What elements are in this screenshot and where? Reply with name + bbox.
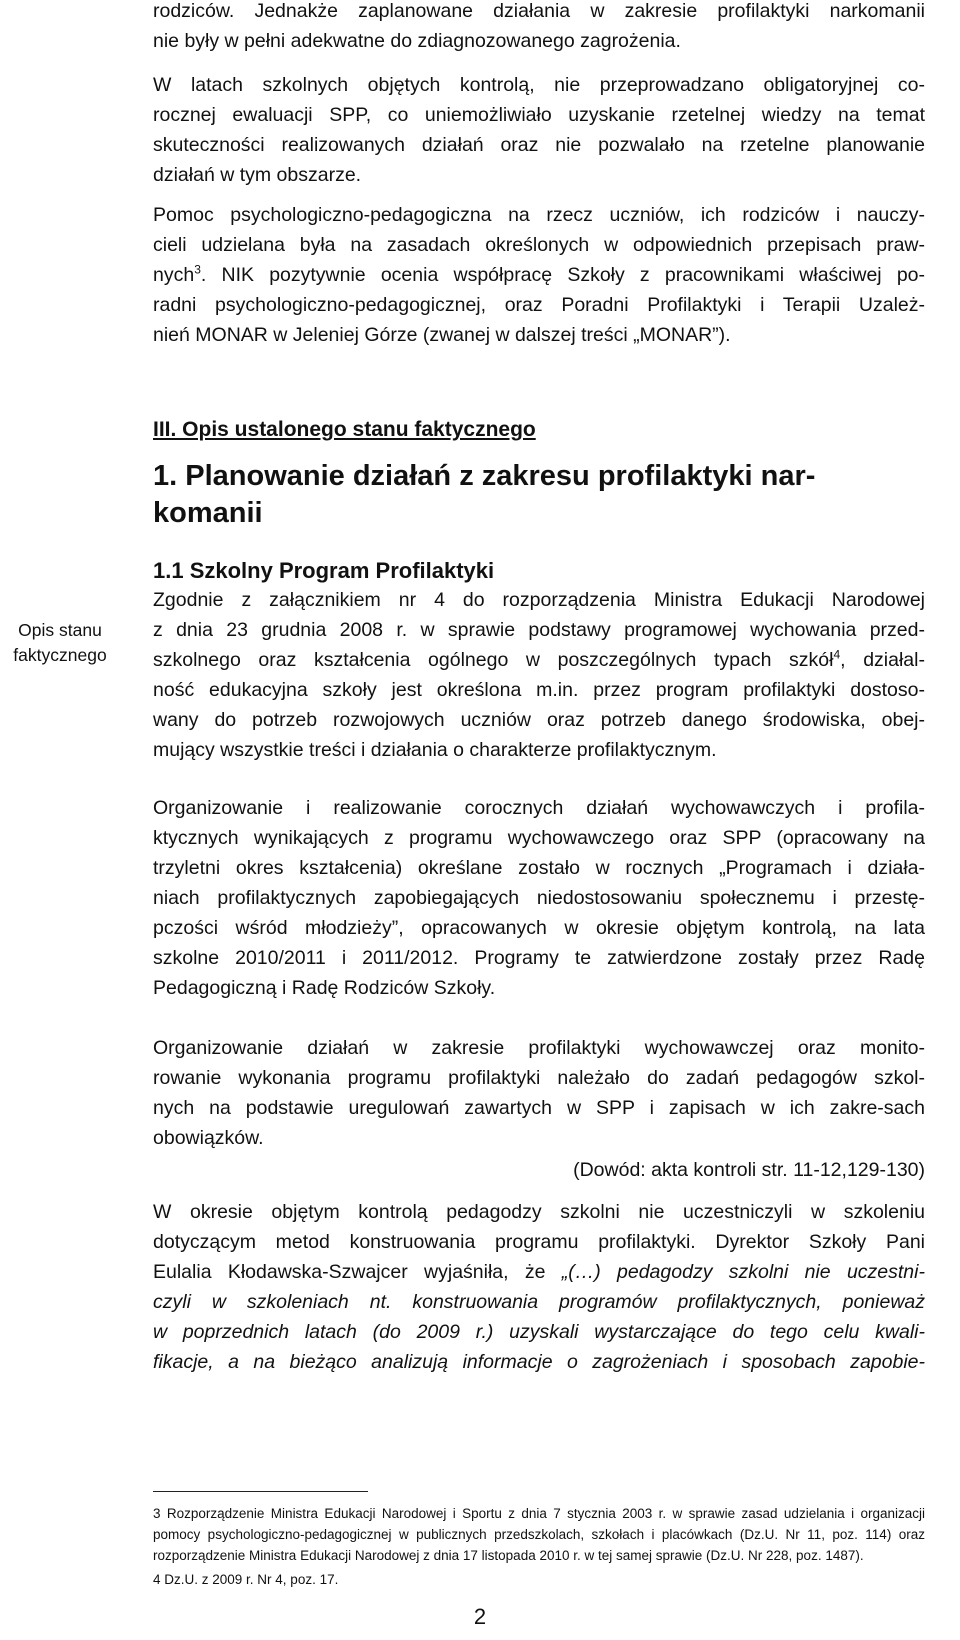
text-line: rodziców. Jednakże zaplanowane działania w zakresie profilaktyki narkomanii — [153, 0, 925, 22]
heading-line: 1. Planowanie działań z zakresu profilaktyki nar- — [153, 460, 816, 492]
text-line: obowiązków. — [153, 1127, 264, 1149]
chapter-heading — [153, 458, 933, 532]
text-line: mujący wszystkie treści i działania o charakterze profilaktycznym. — [153, 739, 717, 761]
text-line: ktycznych wynikających z programu wychowawczego oraz SPP (opracowany na — [153, 827, 925, 849]
margin-note-line: faktycznego — [13, 645, 107, 665]
quote-line: fikacje, a na bieżąco analizują informacje o zagrożeniach i sposobach zapobie- — [153, 1351, 925, 1373]
subsection-heading: 1.1 Szkolny Program Profilaktyki — [153, 558, 495, 583]
text-line: ność edukacyjna szkoły jest określona m.in. przez program profilaktyki dostoso- — [153, 679, 925, 701]
text-line: pczości wśród młodzieży”, opracowanych w okresie objętym kontrolą, na lata — [153, 917, 925, 939]
text-line: nych na podstawie uregulowań zawartych w SPP i zapisach w ich zakre-sach — [153, 1097, 925, 1119]
footnote-separator — [153, 1491, 368, 1492]
margin-note — [10, 618, 110, 668]
text-line — [153, 1257, 925, 1287]
text-line — [153, 260, 925, 290]
text-line: szkolne 2010/2011 i 2011/2012. Programy te zatwierdzone zostały przez Radę — [153, 947, 925, 969]
text-line: Organizowanie działań w zakresie profilaktyki wychowawczej oraz monito- — [153, 1037, 925, 1059]
paragraph-monitoring — [153, 1033, 925, 1185]
footnote-line — [153, 1503, 925, 1524]
text-line: Pomoc psychologiczno-pedagogiczna na rzecz uczniów, ich rodziców i nauczy- — [153, 204, 925, 226]
text-line: W okresie objętym kontrolą pedagodzy szkolni nie uczestniczyli w szkoleniu — [153, 1201, 925, 1223]
paragraph-regulation — [153, 585, 925, 765]
paragraph-training — [153, 1197, 925, 1377]
paragraph-evaluation — [153, 70, 925, 190]
text-line: rowanie wykonania programu profilaktyki należało do zadań pedagogów szkol- — [153, 1067, 925, 1089]
text-fragment: Eulalia Kłodawska-Szwajcer wyjaśniła, że — [153, 1261, 562, 1283]
text-line: Organizowanie i realizowanie corocznych działań wychowawczych i profila- — [153, 797, 925, 819]
text-line: z dnia 23 grudnia 2008 r. w sprawie podstawy programowej wychowania przed- — [153, 619, 925, 641]
text-fragment: szkolnego oraz kształcenia ogólnego w poszczególnych typach szkół — [153, 649, 834, 671]
footnote-ref-4[interactable]: 4 — [833, 647, 841, 662]
text-fragment: Rozporządzenie Ministra Edukacji Narodowej i Sportu z dnia 7 stycznia 2003 r. w sprawie zasad udzielania i organizacji — [160, 1506, 925, 1521]
footnote-3 — [153, 1503, 925, 1566]
paragraph-continuation — [153, 0, 925, 56]
footnote-line: pomocy psychologiczno-pedagogicznej w publicznych przedszkolach, szkołach i placówkach (Dz.U. Nr 11, poz. 114) oraz — [153, 1527, 925, 1542]
text-line: niach profilaktycznych zapobiegających niedostosowaniu społecznemu i przestę- — [153, 887, 925, 909]
text-fragment: . NIK pozytywnie ocenia współpracę Szkoły z pracownikami właściwej po- — [200, 264, 925, 286]
text-line: nień MONAR w Jeleniej Górze (zwanej w dalszej treści „MONAR”). — [153, 324, 731, 346]
text-line: cieli udzielana była na zasadach określonych w odpowiednich przepisach praw- — [153, 234, 925, 256]
footnote-number: 3 — [153, 1506, 161, 1521]
footnote-number: 4 — [153, 1572, 161, 1587]
footnote-line — [153, 1569, 925, 1590]
text-line — [153, 645, 925, 675]
heading-line: komanii — [153, 497, 263, 529]
text-line: dotyczącym metod konstruowania programu profilaktyki. Dyrektor Szkoły Pani — [153, 1231, 925, 1253]
text-line: działań w tym obszarze. — [153, 164, 362, 186]
text-line: nie były w pełni adekwatne do zdiagnozowanego zagrożenia. — [153, 30, 681, 52]
quote-line: czyli w szkoleniach nt. konstruowania programów profilaktycznych, ponieważ — [153, 1291, 925, 1313]
text-line: wany do potrzeb rozwojowych uczniów oraz potrzeb danego środowiska, obej- — [153, 709, 925, 731]
footnote-line: rozporządzenie Ministra Edukacji Narodowej z dnia 17 listopada 2010 r. w tej samej sprawie (Dz.U. Nr 228, poz. 1487). — [153, 1548, 864, 1563]
margin-note-line: Opis stanu — [18, 620, 102, 640]
text-fragment: nych — [153, 264, 195, 286]
quote-fragment: „(…) pedagodzy szkolni nie uczestni- — [561, 1261, 925, 1283]
footnote-4 — [153, 1569, 925, 1590]
paragraph-psychological-support — [153, 200, 925, 350]
evidence-reference: (Dowód: akta kontroli str. 11-12,129-130) — [573, 1159, 925, 1181]
text-line: radni psychologiczno-pedagogicznej, oraz Poradni Profilaktyki i Terapii Uzależ- — [153, 294, 925, 316]
section-heading: III. Opis ustalonego stanu faktycznego — [153, 418, 536, 441]
page-number: 2 — [473, 1604, 487, 1629]
text-line: trzyletni okres kształcenia) określane zostało w rocznych „Programach i działa- — [153, 857, 925, 879]
text-line: W latach szkolnych objętych kontrolą, nie przeprowadzano obligatoryjnej co- — [153, 74, 925, 96]
text-line: Pedagogiczną i Radę Rodziców Szkoły. — [153, 977, 496, 999]
text-line: skuteczności realizowanych działań oraz nie pozwalało na rzetelne planowanie — [153, 134, 925, 156]
text-fragment: Dz.U. z 2009 r. Nr 4, poz. 17. — [160, 1572, 339, 1587]
text-line: rocznej ewaluacji SPP, co uniemożliwiało uzyskanie rzetelnej wiedzy na temat — [153, 104, 925, 126]
text-fragment: , działal- — [840, 649, 925, 671]
quote-line: w poprzednich latach (do 2009 r.) uzyskali wystarczające do tego celu kwali- — [153, 1321, 925, 1343]
paragraph-annual-activities — [153, 793, 925, 1003]
footnote-ref-3[interactable]: 3 — [194, 262, 201, 277]
text-line: Zgodnie z załącznikiem nr 4 do rozporządzenia Ministra Edukacji Narodowej — [153, 589, 925, 611]
